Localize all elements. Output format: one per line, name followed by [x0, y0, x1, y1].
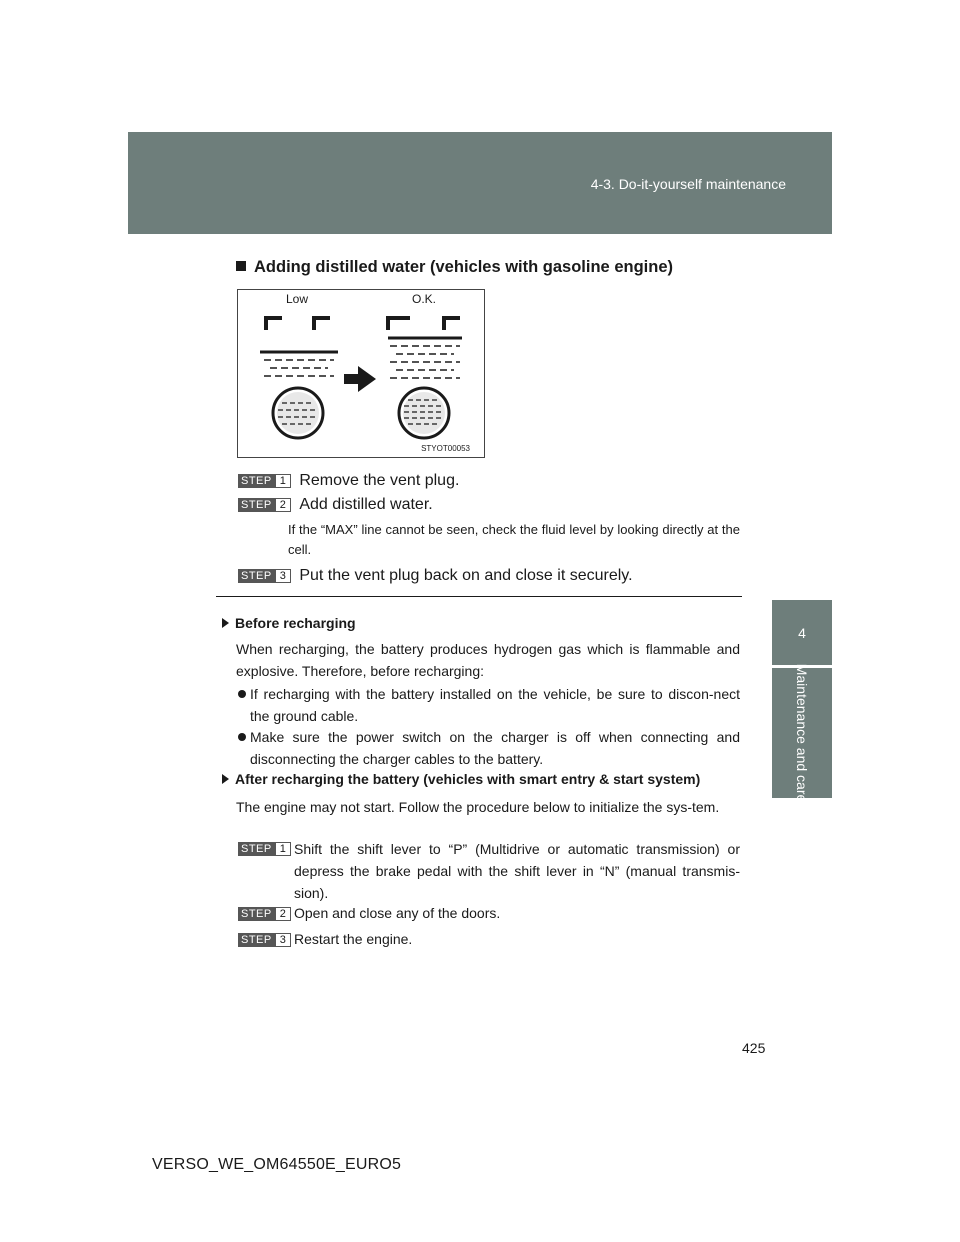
- divider: [216, 596, 742, 597]
- step-badge: STEP 3: [238, 569, 291, 583]
- document-code: VERSO_WE_OM64550E_EURO5: [152, 1156, 402, 1173]
- page-number: 425: [742, 1040, 766, 1056]
- init-step-1-badge: STEP 1: [238, 840, 291, 856]
- bullet-item: [236, 726, 740, 770]
- step-badge: STEP 1: [238, 474, 291, 488]
- before-recharging-heading: [222, 615, 356, 631]
- after-recharging-heading-text: After recharging the battery (vehicles with smart entry & start system): [235, 771, 701, 787]
- after-recharging-intro: The engine may not start. Follow the procedure below to initialize the sys-tem.: [236, 799, 720, 815]
- init-step-3-text: Restart the engine.: [294, 931, 413, 947]
- init-step-2-text: Open and close any of the doors.: [294, 905, 501, 921]
- init-step-2-badge: STEP 2: [238, 905, 291, 921]
- bullet-dot-icon: [238, 733, 246, 741]
- before-recharging-intro: When recharging, the battery produces hydrogen gas which is flammable and explosive. Therefore, before recharging:: [236, 641, 740, 679]
- before-recharging-heading-text: Before recharging: [235, 615, 356, 631]
- battery-fluid-figure: [237, 289, 485, 458]
- after-recharging-heading: [222, 771, 700, 787]
- step-text: Add distilled water.: [299, 496, 433, 513]
- step-text: Put the vent plug back on and close it securely.: [299, 567, 633, 584]
- chapter-tab-label: Maintenance and care: [794, 663, 810, 803]
- main-heading: [236, 258, 673, 277]
- bullet-text: If recharging with the battery installed on the vehicle, be sure to discon-nect the ground cable.: [250, 686, 740, 724]
- section-title: 4-3. Do-it-yourself maintenance: [590, 176, 786, 192]
- bullet-item: [236, 683, 740, 727]
- triangle-bullet-icon: [222, 618, 229, 628]
- init-step-1-text: Shift the shift lever to “P” (Multidrive or automatic transmission) or depress the brake pedal with the shift lever in “N” (manual transmis-sion).: [294, 841, 740, 901]
- triangle-bullet-icon: [222, 774, 229, 784]
- step-note: If the “MAX” line cannot be seen, check the fluid level by looking directly at the cell.: [288, 522, 740, 557]
- step-badge: STEP 2: [238, 498, 291, 512]
- figure-label-low: Low: [286, 292, 309, 306]
- figure-code: STYOT00053: [421, 444, 470, 453]
- step-2: [238, 496, 433, 514]
- page-header: [128, 132, 832, 234]
- init-step-3-badge: STEP 3: [238, 931, 291, 947]
- step-3: [238, 567, 633, 585]
- figure-label-ok: O.K.: [412, 292, 437, 306]
- bullet-dot-icon: [238, 690, 246, 698]
- square-bullet-icon: [236, 261, 246, 271]
- chapter-tab-number: 4: [772, 600, 832, 665]
- step-text: Remove the vent plug.: [299, 472, 460, 489]
- chapter-tab: [772, 663, 832, 803]
- battery-cell-illustration: [238, 290, 484, 457]
- main-heading-text: Adding distilled water (vehicles with gasoline engine): [254, 258, 673, 276]
- bullet-text: Make sure the power switch on the charger is off when connecting and disconnecting the charger cables to the battery.: [250, 729, 740, 767]
- step-1: [238, 472, 459, 490]
